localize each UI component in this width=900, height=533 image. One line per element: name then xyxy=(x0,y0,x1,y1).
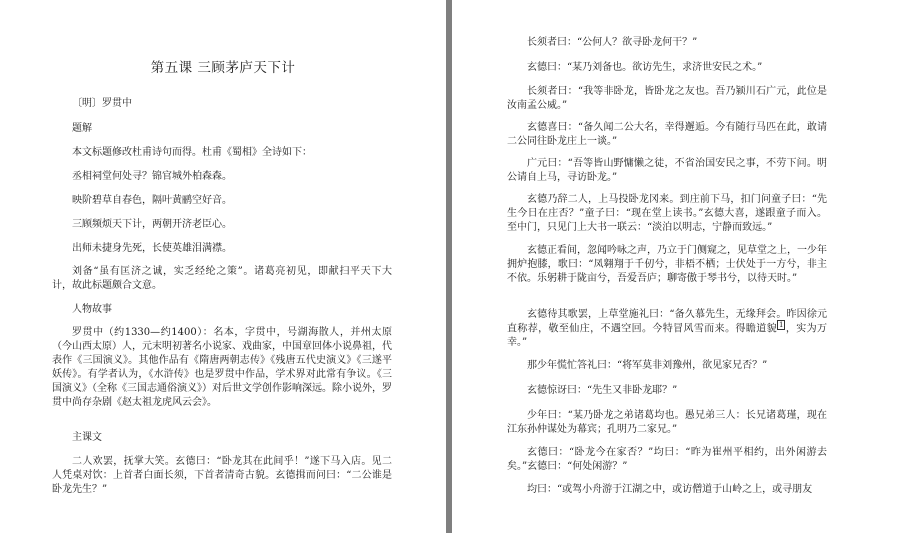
poem-line: 三顾频烦天下计，两朝开济老臣心。 xyxy=(72,219,232,230)
right-paragraph: 长须者曰：“公何人？欲寻卧龙何干？” xyxy=(527,37,698,48)
right-paragraph: 长须者曰：“我等非卧龙，皆卧龙之友也。吾乃颍川石广元，此位是汝南孟公威。” xyxy=(507,86,827,111)
right-paragraph: 玄德惊讶曰：“先生又非卧龙耶？” xyxy=(527,385,678,396)
right-paragraph: 玄德喜曰：“备久闻二公大名，幸得邂逅。今有随行马匹在此，敢请二公同往卧龙庄上一谈。” xyxy=(507,122,827,147)
footnote-marker[interactable]: 1 xyxy=(779,321,784,329)
right-paragraph xyxy=(507,308,827,350)
main-text-paragraph: 二人欢罢，抚掌大笑。玄德曰：“卧龙其在此间乎！”遂下马入店。见二人凭桌对饮：上首者白面长须，下首者清奇古貌。玄德揖而问曰：“二公谁是卧龙先生？” xyxy=(52,456,392,495)
poem-line: 映阶碧草自春色，隔叶黄鹂空好音。 xyxy=(72,195,232,206)
right-paragraph: 广元曰：“吾等皆山野慵懒之徒，不省治国安民之事，不劳下问。明公请自上马，寻访卧龙。” xyxy=(507,158,827,183)
right-page xyxy=(452,0,900,533)
left-page xyxy=(0,0,446,533)
poem-line: 出师未捷身先死，长使英雄泪满襟。 xyxy=(72,243,232,254)
right-paragraph: 玄德曰：“卧龙今在家否？”均曰：“昨为崔州平相约，出外闲游去矣。”玄德曰：“何处闲游？” xyxy=(507,447,827,472)
section-heading-main: 主课文 xyxy=(72,432,102,443)
right-paragraph: 少年曰：“某乃卧龙之弟诸葛均也。愚兄弟三人：长兄诸葛瑾，现在江东孙仲谋处为幕宾；孔明乃二家兄。” xyxy=(507,410,827,435)
right-paragraph: 玄德曰：“某乃刘备也。欲访先生，求济世安民之术。” xyxy=(527,62,763,73)
explanation-paragraph: 刘备“虽有匡济之诚，实乏经纶之策”。诸葛亮初见，即献扫平天下大计，故此标题颇合文意。 xyxy=(52,266,392,291)
right-paragraph: 玄德乃辞二人，上马投卧龙冈来。到庄前下马，扣门问童子曰：“先生今日在庄否？”童子曰：“现在堂上读书。”玄德大喜，遂跟童子而入。至中门，只见门上大书一联云：“淡泊以明志，宁静而致远。” xyxy=(507,194,827,233)
paragraph-text: 玄德待其歌罢，上草堂施礼曰：“备久慕先生，无缘拜会。昨因徐元直称荐，敬至仙庄，不遇空回。今特冒风雪而来。得瞻道貌 xyxy=(507,309,827,335)
author-line: 〔明〕罗贯中 xyxy=(72,98,132,109)
paragraph-text-tail: ，实为万幸。” xyxy=(507,323,828,349)
right-paragraph: 玄德正看间，忽闻吟咏之声，乃立于门侧窥之，见草堂之上，一少年拥炉抱膝，歌曰：“凤翱翔于千仞兮，非梧不栖；士伏处于一方兮，非主不依。乐躬耕于陇亩兮，吾爱吾庐；聊寄傲于琴书兮，以待天时。” xyxy=(507,245,827,284)
section-heading-person: 人物故事 xyxy=(72,304,112,315)
poem-line: 丞相祠堂何处寻？锦官城外柏森森。 xyxy=(72,171,232,182)
right-paragraph: 均曰：“或驾小舟游于江湖之中，或访僧道于山岭之上，或寻朋友 xyxy=(527,484,813,495)
right-paragraph: 那少年慌忙答礼曰：“将军莫非刘豫州，欲见家兄否？” xyxy=(527,360,768,371)
explanation-intro: 本文标题修改杜甫诗句而得。杜甫《蜀相》全诗如下： xyxy=(72,147,312,158)
person-paragraph: 罗贯中（约1330—约1400）：名本，字贯中，号湖海散人，并州太原（今山西太原）人，元末明初著名小说家、戏曲家，中国章回体小说鼻祖，代表作《三国演义》。其他作品有《隋唐两朝志传》《残唐五代史演义》《三遂平妖传》。有学者认为，《水浒传》也是罗贯中作品，学术界对此常有争议。《三国演义》（全称《三国志通俗演义》）对后世文学创作影响深远。除小说外，罗贯中尚存杂剧《赵太祖龙虎风云会》。 xyxy=(52,327,392,408)
lesson-title: 第五课 三顾茅庐天下计 xyxy=(150,60,296,76)
section-heading-explanation: 题解 xyxy=(72,123,92,134)
